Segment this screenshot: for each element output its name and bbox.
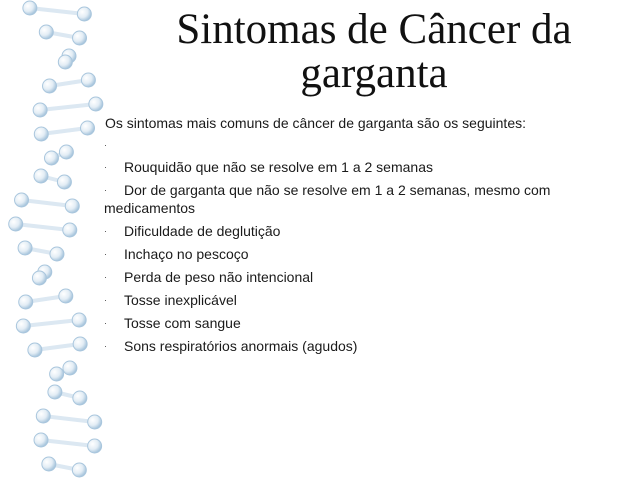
title-line-2: garganta (300, 50, 448, 97)
intro-text: Os sintomas mais comuns de câncer de garganta são os seguintes: (105, 115, 526, 131)
dna-helix-icon (0, 0, 110, 479)
list-item: · Sons respiratórios anormais (agudos) (104, 338, 358, 354)
list-item: · Tosse com sangue (104, 315, 241, 331)
list-item: · Tosse inexplicável (104, 292, 237, 308)
list-item: · Inchaço no pescoço (104, 246, 249, 262)
list-item: · Dor de garganta que não se resolve em 1 a 2 semanas, mesmo com medicamentos (104, 182, 551, 216)
slide-title (110, 8, 638, 96)
list-item: · Perda de peso não intencional (104, 269, 314, 285)
list-item: · Dificuldade de deglutição (104, 223, 281, 239)
list-item: · Rouquidão que não se resolve em 1 a 2 semanas (104, 159, 433, 175)
empty-bullet: · (104, 140, 107, 150)
title-line-1: Sintomas de Câncer da (176, 6, 572, 53)
symptom-list (104, 158, 604, 355)
